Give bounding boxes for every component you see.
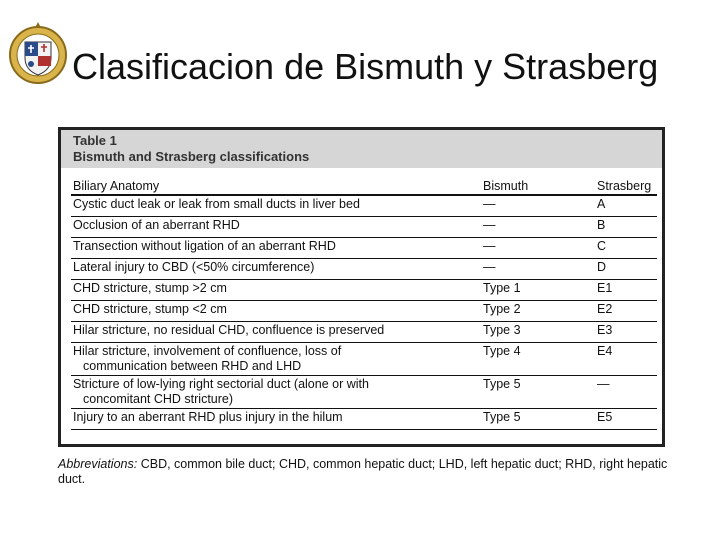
header-strasberg: Strasberg [595, 174, 657, 195]
cell-biliary-anatomy [71, 280, 481, 301]
anatomy-text-line: Hilar stricture, no residual CHD, confluence is preserved [73, 323, 385, 337]
cell-bismuth: Type 3 [481, 322, 595, 343]
cell-biliary-anatomy [71, 217, 481, 238]
cell-bismuth: — [481, 259, 595, 280]
cell-biliary-anatomy [71, 301, 481, 322]
cell-biliary-anatomy [71, 376, 481, 409]
university-crest-icon [8, 16, 68, 94]
anatomy-text-line: Lateral injury to CBD (<50% circumference) [73, 260, 315, 274]
cell-strasberg: — [595, 376, 657, 409]
anatomy-text-line: concomitant CHD stricture) [83, 392, 234, 406]
abbreviations-text: CBD, common bile duct; CHD, common hepatic duct; LHD, left hepatic duct; RHD, right hepatic duct. [58, 457, 668, 486]
cell-biliary-anatomy [71, 322, 481, 343]
table-row [71, 217, 657, 238]
anatomy-text-line: communication between RHD and LHD [83, 359, 302, 373]
anatomy-text-line: Injury to an aberrant RHD plus injury in the hilum [73, 410, 343, 424]
header-biliary-anatomy: Biliary Anatomy [71, 174, 481, 195]
table-row [71, 301, 657, 322]
cell-biliary-anatomy [71, 238, 481, 259]
cell-bismuth: Type 1 [481, 280, 595, 301]
anatomy-text-line: CHD stricture, stump <2 cm [73, 302, 227, 316]
header-bismuth: Bismuth [481, 174, 595, 195]
table-row [71, 343, 657, 376]
anatomy-text-line: Stricture of low-lying right sectorial duct (alone or with [73, 377, 369, 391]
cell-bismuth: Type 5 [481, 376, 595, 409]
cell-strasberg: D [595, 259, 657, 280]
classification-table-figure [58, 127, 665, 447]
cell-strasberg: B [595, 217, 657, 238]
cell-strasberg: E1 [595, 280, 657, 301]
table-row [71, 280, 657, 301]
cell-bismuth: Type 2 [481, 301, 595, 322]
anatomy-text-line: Occlusion of an aberrant RHD [73, 218, 240, 232]
table-body [71, 195, 657, 430]
cell-strasberg: E3 [595, 322, 657, 343]
abbreviations-label: Abbreviations: [58, 457, 138, 471]
cell-biliary-anatomy [71, 195, 481, 217]
slide-title: Clasificacion de Bismuth y Strasberg [72, 46, 659, 87]
cell-biliary-anatomy [71, 343, 481, 376]
table-number: Table 1 [73, 133, 117, 148]
table-row [71, 376, 657, 409]
cell-biliary-anatomy [71, 259, 481, 280]
cell-strasberg: C [595, 238, 657, 259]
anatomy-text-line: CHD stricture, stump >2 cm [73, 281, 227, 295]
table-row [71, 259, 657, 280]
table-caption [61, 130, 662, 168]
table-header-row [71, 174, 657, 195]
table-row [71, 409, 657, 430]
anatomy-text-line: Cystic duct leak or leak from small ducts in liver bed [73, 197, 360, 211]
table-row [71, 322, 657, 343]
cell-strasberg: E4 [595, 343, 657, 376]
table-row [71, 238, 657, 259]
abbreviations-note [58, 457, 676, 487]
cell-bismuth: — [481, 238, 595, 259]
cell-bismuth: Type 5 [481, 409, 595, 430]
cell-strasberg: E5 [595, 409, 657, 430]
classification-table [71, 174, 657, 430]
table-caption-title: Bismuth and Strasberg classifications [73, 149, 310, 164]
cell-bismuth: — [481, 217, 595, 238]
anatomy-text-line: Transection without ligation of an aberrant RHD [73, 239, 336, 253]
anatomy-text-line: Hilar stricture, involvement of confluence, loss of [73, 344, 342, 358]
cell-biliary-anatomy [71, 409, 481, 430]
cell-strasberg: A [595, 195, 657, 217]
cell-bismuth: Type 4 [481, 343, 595, 376]
table-row [71, 195, 657, 217]
cell-bismuth: — [481, 195, 595, 217]
cell-strasberg: E2 [595, 301, 657, 322]
